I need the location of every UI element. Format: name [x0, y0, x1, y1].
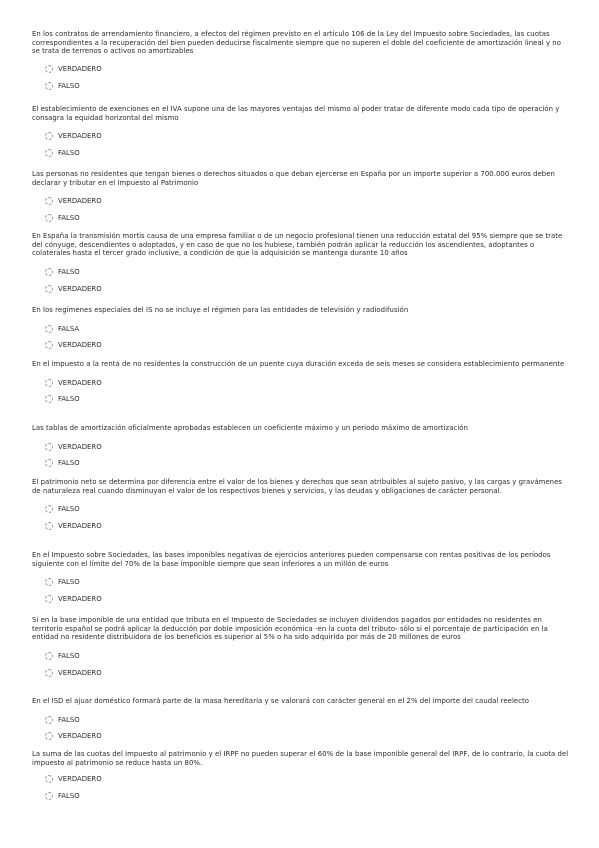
option-label: VERDADERO: [58, 732, 102, 741]
option-verdadero[interactable]: [45, 591, 570, 608]
question-text: Las tablas de amortización oficialmente aprobadas establecen un coeficiente máximo y un periodo máximo de amortización: [32, 424, 468, 432]
option-falso[interactable]: [45, 145, 570, 162]
option-label: FALSO: [58, 505, 80, 514]
option-verdadero[interactable]: [45, 280, 570, 297]
radio-button-icon[interactable]: [45, 669, 53, 677]
answer-options: [32, 648, 570, 681]
option-verdadero[interactable]: [45, 518, 570, 535]
option-label: VERDADERO: [58, 775, 102, 784]
radio-button-icon[interactable]: [45, 505, 53, 513]
radio-button-icon[interactable]: [45, 459, 53, 467]
question-6: [32, 360, 570, 408]
answer-options: [32, 375, 570, 408]
radio-button-icon[interactable]: [45, 325, 53, 333]
answer-options: [32, 193, 570, 226]
option-label: FALSO: [58, 395, 80, 404]
radio-button-icon[interactable]: [45, 65, 53, 73]
answer-options: [32, 501, 570, 534]
option-falso[interactable]: [45, 501, 570, 518]
question-8: [32, 478, 570, 534]
option-label: FALSO: [58, 459, 80, 468]
question-text: Si en la base imponible de una entidad que tributa en el Impuesto de Sociedades se incluyen dividendos pagados por entidades no residentes en territorio español se podrá aplicar la deducción por doble imposición económica -en la cuota del tributo- sólo si el porcentaje de participación en la entidad no residente distribuidora de los beneficios es superior al 5% o ha sido adquirida por más de 20 millones de euros: [32, 616, 548, 642]
option-label: VERDADERO: [58, 197, 102, 206]
radio-button-icon[interactable]: [45, 149, 53, 157]
radio-button-icon[interactable]: [45, 341, 53, 349]
option-falso[interactable]: [45, 788, 570, 805]
radio-button-icon[interactable]: [45, 595, 53, 603]
answer-options: [32, 439, 570, 472]
option-falso[interactable]: [45, 77, 570, 94]
answer-options: [32, 128, 570, 161]
radio-button-icon[interactable]: [45, 652, 53, 660]
radio-button-icon[interactable]: [45, 792, 53, 800]
option-verdadero[interactable]: [45, 664, 570, 681]
answer-options: [32, 321, 570, 354]
option-falsa[interactable]: [45, 321, 570, 338]
option-verdadero[interactable]: [45, 771, 570, 788]
option-label: VERDADERO: [58, 594, 102, 603]
radio-button-icon[interactable]: [45, 197, 53, 205]
option-falso[interactable]: [45, 391, 570, 408]
answer-options: [32, 264, 570, 297]
radio-button-icon[interactable]: [45, 578, 53, 586]
option-verdadero[interactable]: [45, 337, 570, 354]
question-text: El patrimonio neto se determina por diferencia entre el valor de los bienes y derechos que sean atribuibles al sujeto pasivo, y las cargas y gravámenes de naturaleza real cuando disminuyan el valor de los respectivos bienes y servicios, y las deudas y obligaciones de carácter personal.: [32, 478, 563, 495]
answer-options: [32, 574, 570, 607]
question-text: En el impuesto a la renta de no residentes la construcción de un puente cuya duración exceda de seis meses se considera establecimiento permanente: [32, 360, 565, 368]
option-falso[interactable]: [45, 264, 570, 281]
option-label: VERDADERO: [58, 668, 102, 677]
option-falso[interactable]: [45, 455, 570, 472]
radio-button-icon[interactable]: [45, 214, 53, 222]
radio-button-icon[interactable]: [45, 82, 53, 90]
radio-button-icon[interactable]: [45, 379, 53, 387]
option-label: VERDADERO: [58, 284, 102, 293]
question-text: El establecimiento de exenciones en el IVA supone una de las mayores ventajas del mismo al poder tratar de diferente modo cada tipo de operación y consagra la equidad horizontal del mismo: [32, 105, 560, 122]
option-label: FALSO: [58, 148, 80, 157]
question-1: [32, 30, 570, 94]
question-2: [32, 105, 570, 161]
option-label: VERDADERO: [58, 65, 102, 74]
question-text: Las personas no residentes que tengan bienes o derechos situados o que deban ejercerse en España por un importe superior a 700.000 euros deben declarar y tributar en el Impuesto al Patrimonio: [32, 170, 555, 187]
option-falso[interactable]: [45, 648, 570, 665]
radio-button-icon[interactable]: [45, 522, 53, 530]
option-verdadero[interactable]: [45, 193, 570, 210]
question-9: [32, 551, 570, 607]
option-falso[interactable]: [45, 210, 570, 227]
option-label: VERDADERO: [58, 378, 102, 387]
question-text: La suma de las cuotas del impuesto al patrimonio y el IRPF no pueden superar el 60% de la base imponible general del IRPF, de lo contrario, la cuota del impuesto al patrimonio se reduce hasta un 80%.: [32, 750, 569, 767]
radio-button-icon[interactable]: [45, 443, 53, 451]
question-text: En España la transmisión mortis causa de una empresa familiar o de un negocio profesional tienen una reducción estatal del 95% siempre que se trate del cónyuge, descendientes o adoptados, y en caso de que no los hubiese, también podrán aplicar la reducción los ascendientes, adoptantes o colaterales hasta el tercer grado inclusive, a condición de que la adquisición se mantenga durante 10 años: [32, 232, 563, 258]
question-12: [32, 750, 570, 804]
answer-options: [32, 771, 570, 804]
option-label: FALSO: [58, 791, 80, 800]
option-falso[interactable]: [45, 712, 570, 729]
option-label: FALSO: [58, 652, 80, 661]
option-verdadero[interactable]: [45, 128, 570, 145]
answer-options: [32, 61, 570, 94]
question-text: En los contratos de arrendamiento financiero, a efectos del régimen previsto en el artículo 106 de la Ley del Impuesto sobre Sociedades, las cuotas correspondientes a la recuperación del bien pueden deducirse fiscalmente siempre que no superen el doble del coeficiente de amortización lineal y no se trata de terrenos o activos no amortizables: [32, 30, 561, 56]
option-label: VERDADERO: [58, 521, 102, 530]
question-text: En los regímenes especiales del IS no se incluye el régimen para las entidades de televisión y radiodifusión: [32, 306, 409, 314]
option-label: VERDADERO: [58, 341, 102, 350]
question-3: [32, 170, 570, 226]
option-falso[interactable]: [45, 574, 570, 591]
option-verdadero[interactable]: [45, 61, 570, 78]
question-7: [32, 424, 570, 472]
radio-button-icon[interactable]: [45, 285, 53, 293]
question-10: [32, 616, 570, 681]
radio-button-icon[interactable]: [45, 395, 53, 403]
option-verdadero[interactable]: [45, 439, 570, 456]
question-4: [32, 232, 570, 297]
radio-button-icon[interactable]: [45, 716, 53, 724]
option-label: FALSO: [58, 715, 80, 724]
option-label: FALSA: [58, 324, 80, 333]
option-verdadero[interactable]: [45, 728, 570, 745]
option-label: FALSO: [58, 81, 80, 90]
option-label: FALSO: [58, 213, 80, 222]
question-text: En el ISD el ajuar doméstico formará parte de la masa hereditaria y se valorará con carácter general en el 2% del importe del caudal reelecto: [32, 697, 530, 705]
option-label: VERDADERO: [58, 442, 102, 451]
radio-button-icon[interactable]: [45, 732, 53, 740]
option-verdadero[interactable]: [45, 375, 570, 392]
answer-options: [32, 712, 570, 745]
radio-button-icon[interactable]: [45, 268, 53, 276]
option-label: FALSO: [58, 578, 80, 587]
option-label: FALSO: [58, 268, 80, 277]
question-11: [32, 697, 570, 745]
question-text: En el Impuesto sobre Sociedades, las bases imponibles negativas de ejercicios anteriores pueden compensarse con rentas positivas de los períodos siguiente con el límite del 70% de la base imponible siempre que sean inferiores a un millón de euros: [32, 551, 551, 568]
question-5: [32, 306, 570, 354]
radio-button-icon[interactable]: [45, 132, 53, 140]
option-label: VERDADERO: [58, 132, 102, 141]
radio-button-icon[interactable]: [45, 775, 53, 783]
